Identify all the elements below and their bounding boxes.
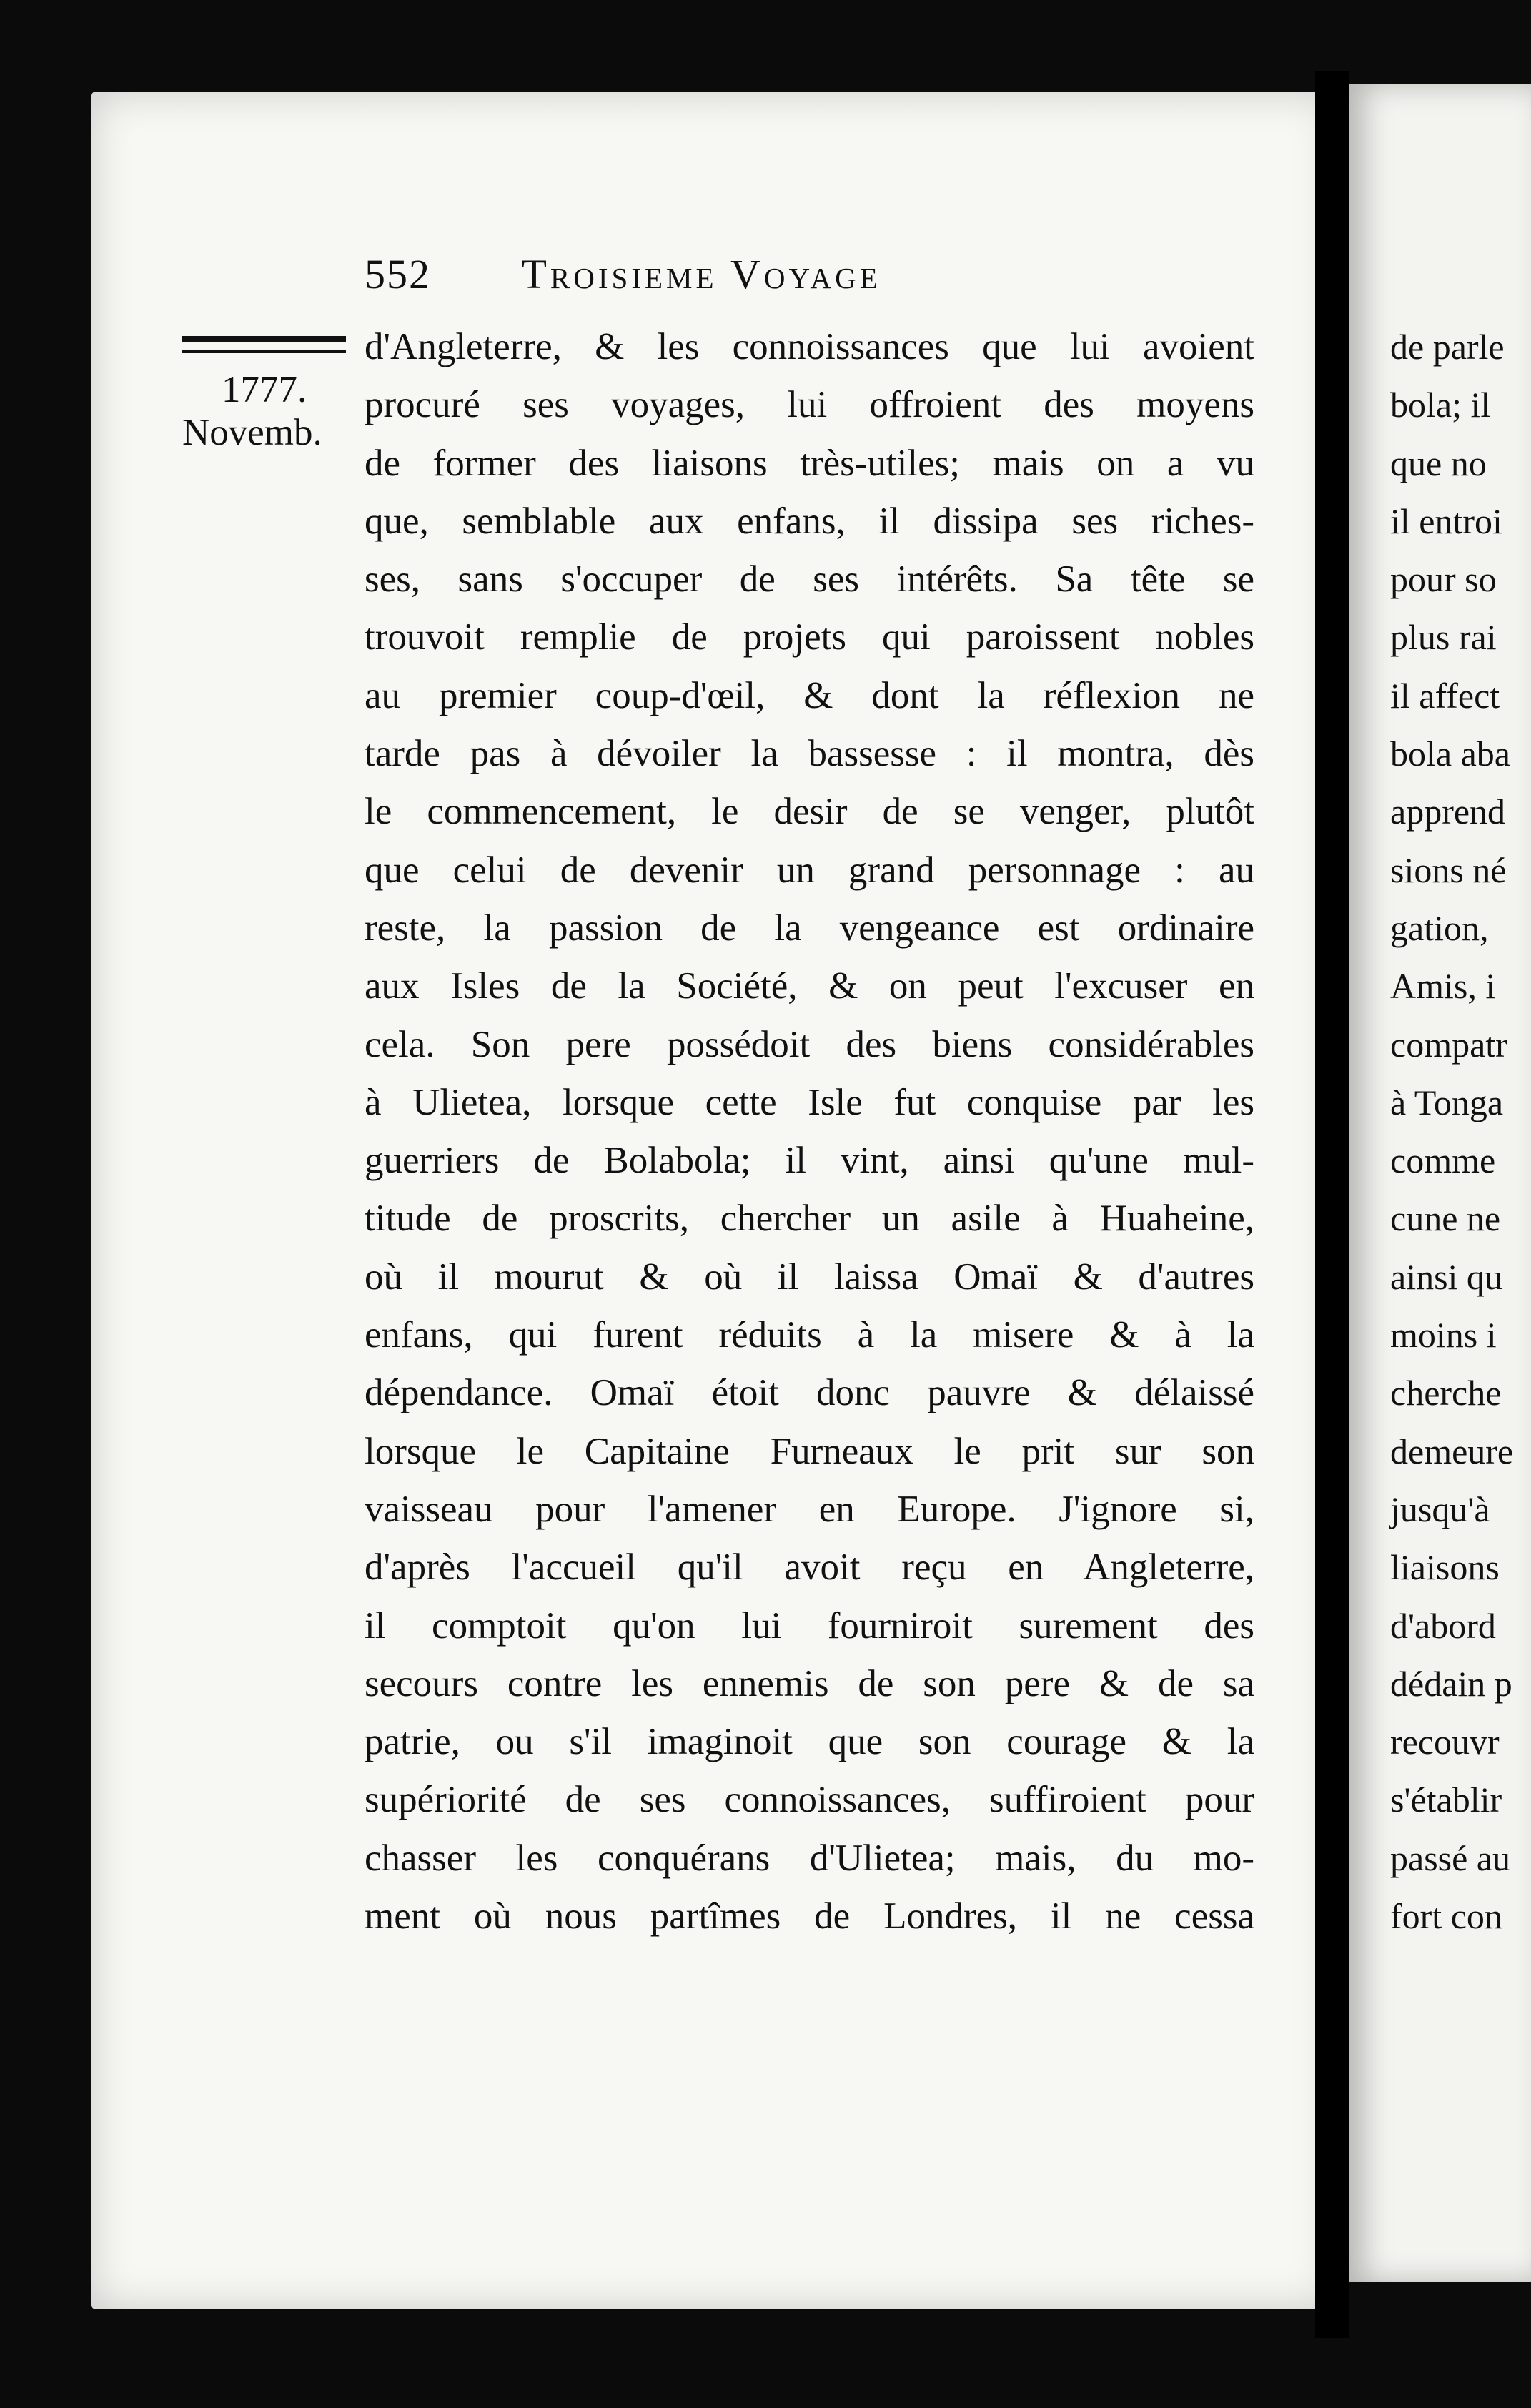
facing-page-text [1390,318,1531,1945]
text-line: procuré ses voyages, lui offroient des moyens [365,384,1254,426]
page-number: 552 [365,251,431,297]
text-line: lorsque le Capitaine Furneaux le prit sur son [365,1430,1254,1472]
facing-text-line: plus rai [1390,617,1497,658]
text-line: aux Isles de la Société, & on peut l'excuser en [365,965,1254,1007]
facing-text-line: il entroi [1390,500,1502,541]
text-line: guerriers de Bolabola; il vint, ainsi qu'une mul- [365,1140,1254,1182]
text-line: tarde pas à dévoiler la bassesse : il montra, dès [365,733,1254,775]
facing-text-line: s'établir [1390,1780,1502,1820]
text-line: ses, sans s'occuper de ses intérêts. Sa tête se [365,558,1254,601]
facing-text-line: de parle [1390,327,1505,367]
margin-rule-thick [182,336,346,342]
facing-text-line: d'abord [1390,1605,1496,1646]
facing-text-line: Amis, i [1390,966,1496,1007]
text-line: d'après l'accueil qu'il avoit reçu en Angleterre, [365,1546,1254,1589]
text-line: secours contre les ennemis de son pere & de sa [365,1662,1254,1704]
facing-text-line: jusqu'à [1390,1489,1490,1529]
text-line: chasser les conquérans d'Ulietea; mais, du mo- [365,1837,1254,1879]
facing-text-line: passé au [1390,1837,1510,1878]
text-line: trouvoit remplie de projets qui paroissent nobles [365,616,1254,658]
facing-text-line: il affect [1390,675,1500,716]
facing-text-line: demeure [1390,1431,1514,1471]
margin-note-month: Novemb. [182,412,322,453]
facing-text-line: pour so [1390,559,1497,600]
facing-text-line: apprend [1390,791,1506,832]
text-line: il comptoit qu'on lui fourniroit surement des [365,1604,1254,1647]
text-line: enfans, qui furent réduits à la misere & à la [365,1314,1254,1356]
page-header [365,250,881,298]
text-line: le commencement, le desir de se venger, plutôt [365,791,1254,833]
text-line: de former des liaisons très-utiles; mais on a vu [365,442,1254,484]
text-line: titude de proscrits, chercher un asile à Huaheine, [365,1198,1254,1240]
facing-text-line: sions né [1390,849,1507,890]
facing-text-line: moins i [1390,1315,1497,1356]
text-line: où il mourut & où il laissa Omaï & d'autres [365,1255,1254,1298]
text-line: que celui de devenir un grand personnage : au [365,849,1254,891]
book-gutter [1315,71,1349,2338]
text-line: reste, la passion de la vengeance est ordinaire [365,907,1254,949]
text-line: cela. Son pere possédoit des biens considérables [365,1023,1254,1065]
facing-text-line: gation, [1390,907,1489,948]
margin-note-year: 1777. [222,369,307,410]
facing-text-line: cherche [1390,1373,1502,1413]
text-line: patrie, ou s'il imaginoit que son courage & la [365,1721,1254,1763]
facing-text-line: cune ne [1390,1198,1501,1239]
facing-text-line: dédain p [1390,1663,1512,1704]
margin-rule-thin [182,350,346,353]
facing-text-line: ainsi qu [1390,1256,1502,1297]
text-line: ment où nous partîmes de Londres, il ne cessa [365,1895,1254,1938]
facing-text-line: compatr [1390,1024,1507,1065]
text-line: dépendance. Omaï étoit donc pauvre & délaissé [365,1372,1254,1414]
facing-text-line: liaisons [1390,1547,1500,1588]
facing-text-line: bola aba [1390,734,1510,774]
text-line: que, semblable aux enfans, il dissipa ses riches- [365,500,1254,542]
text-line: supériorité de ses connoissances, suffiroient pour [365,1779,1254,1821]
facing-text-line: recouvr [1390,1722,1500,1762]
facing-text-line: fort con [1390,1896,1502,1937]
facing-text-line: bola; il [1390,385,1491,425]
text-line: au premier coup-d'œil, & dont la réflexion ne [365,674,1254,716]
text-line: d'Angleterre, & les connoissances que lui avoient [365,326,1254,367]
facing-text-line: que no [1390,443,1487,483]
facing-text-line: comme [1390,1140,1496,1181]
text-line: à Ulietea, lorsque cette Isle fut conquise par les [365,1081,1254,1123]
body-text [365,318,1254,1945]
facing-text-line: à Tonga [1390,1082,1504,1122]
running-title: Troisieme Voyage [521,251,881,297]
text-line: vaisseau pour l'amener en Europe. J'ignore si, [365,1488,1254,1530]
